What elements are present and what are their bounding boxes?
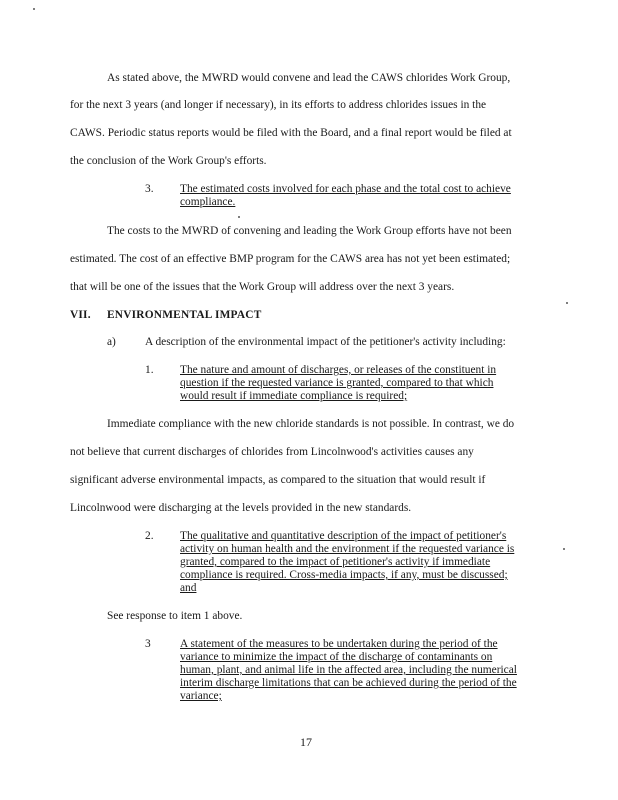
item-number: 1.	[145, 364, 154, 376]
subsection-text: A description of the environmental impact of the petitioner's activity including:	[145, 336, 506, 348]
paragraph-line: estimated. The cost of an effective BMP program for the CAWS area has not yet been estimated;	[70, 253, 511, 265]
paragraph-line: the conclusion of the Work Group's efforts.	[70, 155, 267, 167]
item-line: compliance.	[180, 196, 236, 208]
item-number: 3	[145, 638, 151, 650]
item-line: interim discharge limitations that can be achieved during the period of the	[180, 677, 517, 689]
scan-speck	[563, 548, 565, 550]
paragraph-line: not believe that current discharges of chlorides from Lincolnwood's activities causes any	[70, 446, 474, 458]
scan-speck	[238, 216, 240, 218]
paragraph-line: significant adverse environmental impacts, as compared to the situation that would result if	[70, 474, 486, 486]
scan-speck	[566, 302, 568, 304]
subsection-label: a)	[107, 336, 116, 348]
paragraph-line: As stated above, the MWRD would convene and lead the CAWS chlorides Work Group,	[107, 72, 511, 84]
item-line: The qualitative and quantitative description of the impact of petitioner's	[180, 530, 507, 542]
item-line: A statement of the measures to be undertaken during the period of the	[180, 638, 498, 650]
item-line: variance;	[180, 690, 222, 702]
item-line: granted, compared to the impact of petitioner's activity if immediate	[180, 556, 491, 568]
paragraph-line: The costs to the MWRD of convening and leading the Work Group efforts have not been	[107, 225, 512, 237]
scan-speck	[33, 8, 35, 10]
section-title: ENVIRONMENTAL IMPACT	[107, 309, 262, 321]
paragraph-line: Lincolnwood were discharging at the levels provided in the new standards.	[70, 502, 412, 514]
item-line: variance to minimize the impact of the discharge of contaminants on	[180, 651, 493, 663]
paragraph-line: Immediate compliance with the new chloride standards is not possible. In contrast, we do	[107, 418, 515, 430]
item-line: would result if immediate compliance is required;	[180, 390, 408, 402]
item-line: compliance is required. Cross-media impacts, if any, must be discussed;	[180, 569, 508, 581]
item-number: 2.	[145, 530, 154, 542]
item-line: question if the requested variance is granted, compared to that which	[180, 377, 494, 389]
section-number: VII.	[70, 309, 91, 321]
item-number: 3.	[145, 183, 154, 195]
paragraph-line: CAWS. Periodic status reports would be filed with the Board, and a final report would be filed at	[70, 127, 512, 139]
see-response-text: See response to item 1 above.	[107, 610, 243, 622]
page-number: 17	[300, 735, 312, 749]
item-line: The estimated costs involved for each phase and the total cost to achieve	[180, 183, 511, 195]
paragraph-line: that will be one of the issues that the Work Group will address over the next 3 years.	[70, 281, 455, 293]
paragraph-line: for the next 3 years (and longer if necessary), in its efforts to address chlorides issues in the	[70, 99, 487, 111]
item-line: The nature and amount of discharges, or releases of the constituent in	[180, 364, 497, 376]
item-line: and	[180, 582, 197, 594]
item-line: human, plant, and animal life in the affected area, including the numerical	[180, 664, 517, 676]
item-line: activity on human health and the environment if the requested variance is	[180, 543, 515, 555]
